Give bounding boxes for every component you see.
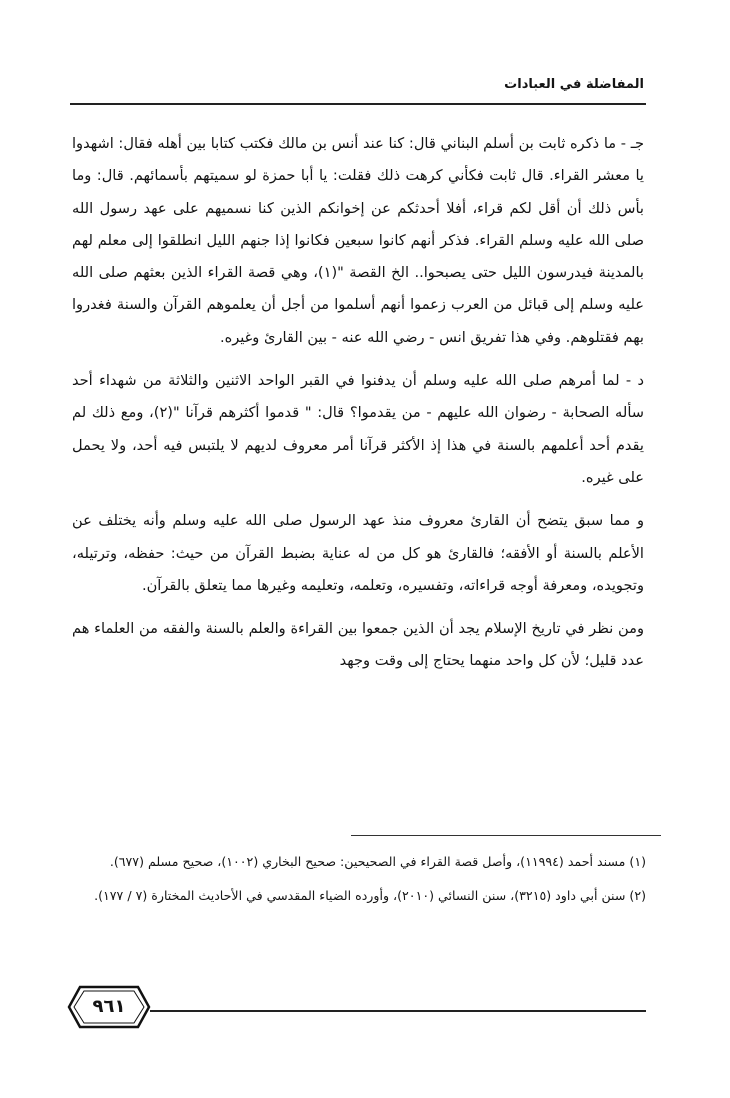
paragraph-dal: د - لما أمرهم صلى الله عليه وسلم أن يدفنوا في القبر الواحد الاثنين والثلاثة من شهداء أحد سأله الصحابة - رضوان الله عليهم - من يقدموا؟ قال: " قدموا أكثرهم قرآنا "(٢)، ومع ذلك لم يقدم أحد أعلمهم بالسنة في هذا إذ الأكثر قرآنا أمر معروف لديهم لا يلتبس فيه أحد، ولا يحمل على غيره. — [72, 372, 644, 486]
header-divider — [70, 103, 646, 105]
page-number: ٩٦١ — [92, 996, 126, 1017]
paragraph-summary: و مما سبق يتضح أن القارئ معروف منذ عهد الرسول صلى الله عليه وسلم وأنه يختلف عن الأعلم بالسنة أو الأفقه؛ فالقارئ هو كل من له عناية بضبط القرآن من حيث: حفظه، وترتيله، وتجويده، ومعرفة أوجه قراءاته، وتفسيره، وتعلمه، وتعليمه وغيرها مما يتعلق بالقرآن. — [72, 512, 644, 594]
paragraph-jim: جـ - ما ذكره ثابت بن أسلم البناني قال: كنا عند أنس بن مالك فكتب كتابا بين أهله فقال: اشهدوا يا معشر القراء. قال ثابت فكأني كرهت ذلك فقلت: يا أبا حمزة لو سميتهم بأسمائهم. قال: وما بأس ذلك أن أقل لكم قراء، أفلا أحدثكم عن إخوانكم الذين كنا نسميهم على عهد رسول الله صلى الله عليه وسلم القراء. فذكر أنهم كانوا سبعين فكانوا إذا جنهم الليل انطلقوا إلى معلم لهم بالمدينة فيدرسون الليل حتى يصبحوا.. الخ القصة "(١)، وهي قصة القراء الذين بعثهم صلى الله عليه وسلم إلى قبائل من العرب زعموا أنهم أسلموا من أجل أن يعلموهم القرآن والسنة فغدروا بهم فقتلوهم. وفي هذا تفريق انس - رضي الله عنه - بين القارئ وغيره. — [72, 135, 644, 346]
footnote-2: (٢) سنن أبي داود (٣٢١٥)، سنن النسائي (٢٠١٠)، وأورده الضياء المقدسي في الأحاديث المختارة (٧ / ١٧٧). — [94, 888, 646, 903]
footnotes — [72, 848, 646, 916]
footnote-1: (١) مسند أحمد (١١٩٩٤)، وأصل قصة القراء في الصحيحين: صحيح البخاري (١٠٠٢)، صحيح مسلم (٦٧٧). — [109, 854, 646, 869]
footer-divider — [150, 1010, 646, 1012]
main-text — [72, 128, 644, 678]
footnote-divider — [351, 835, 661, 836]
page-number-badge — [66, 983, 152, 1031]
running-header-title: المفاضلة في العبادات — [504, 77, 644, 92]
paragraph-history: ومن نظر في تاريخ الإسلام يجد أن الذين جمعوا بين القراءة والعلم بالسنة والفقه من العلماء هم عدد قليل؛ لأن كل واحد منهما يحتاج إلى وقت وجهد — [72, 620, 644, 670]
